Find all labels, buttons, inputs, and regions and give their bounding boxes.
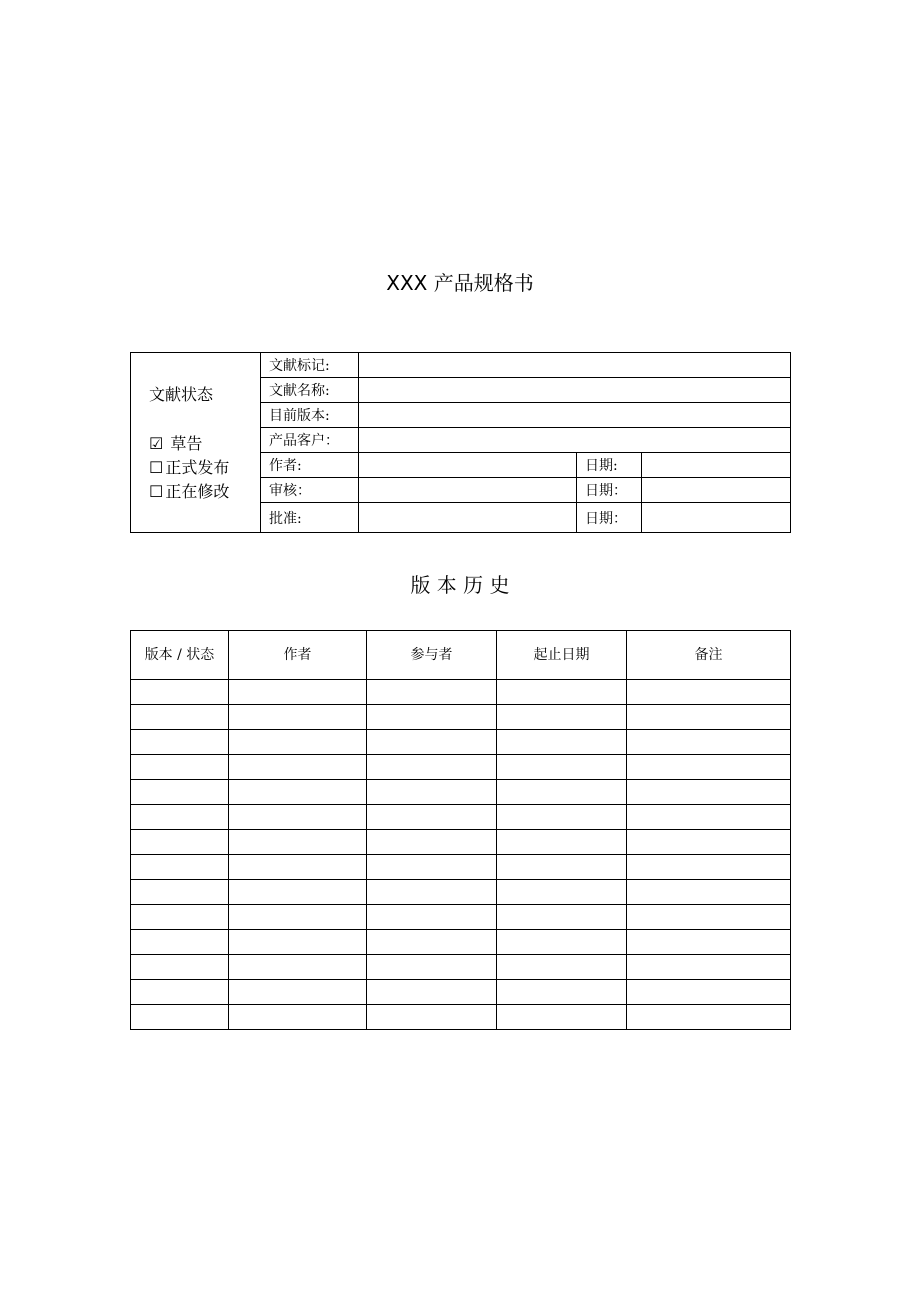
table-cell[interactable] bbox=[627, 855, 791, 880]
table-cell[interactable] bbox=[131, 755, 229, 780]
approver-date-label: 日期： bbox=[577, 503, 642, 533]
table-cell[interactable] bbox=[497, 780, 627, 805]
status-option-list bbox=[149, 432, 260, 504]
table-row bbox=[131, 680, 791, 705]
table-row bbox=[131, 980, 791, 1005]
table-cell[interactable] bbox=[627, 705, 791, 730]
reviewer-label: 审核： bbox=[261, 478, 359, 503]
table-cell[interactable] bbox=[229, 680, 367, 705]
table-cell[interactable] bbox=[367, 930, 497, 955]
table-cell[interactable] bbox=[131, 955, 229, 980]
table-row bbox=[131, 905, 791, 930]
product-customer-label: 产品客户： bbox=[261, 428, 359, 453]
table-cell[interactable] bbox=[131, 880, 229, 905]
table-row bbox=[131, 705, 791, 730]
table-cell[interactable] bbox=[131, 830, 229, 855]
table-cell[interactable] bbox=[131, 905, 229, 930]
column-header-date-range: 起止日期 bbox=[497, 631, 627, 680]
table-cell[interactable] bbox=[131, 730, 229, 755]
table-cell[interactable] bbox=[229, 980, 367, 1005]
table-cell[interactable] bbox=[367, 755, 497, 780]
table-cell[interactable] bbox=[131, 805, 229, 830]
table-cell[interactable] bbox=[497, 1005, 627, 1030]
table-cell[interactable] bbox=[497, 880, 627, 905]
status-option-label: 正式发布 bbox=[165, 458, 230, 477]
table-cell[interactable] bbox=[367, 705, 497, 730]
reviewer-field[interactable] bbox=[359, 478, 577, 503]
document-status-heading: 文献状态 bbox=[149, 385, 214, 404]
table-cell[interactable] bbox=[131, 930, 229, 955]
table-row bbox=[131, 1005, 791, 1030]
table-cell[interactable] bbox=[627, 780, 791, 805]
product-customer-field[interactable] bbox=[359, 428, 791, 453]
table-cell[interactable] bbox=[229, 1005, 367, 1030]
unchecked-box-icon: ☐ bbox=[149, 482, 164, 501]
table-cell[interactable] bbox=[497, 930, 627, 955]
table-cell[interactable] bbox=[131, 705, 229, 730]
current-version-label: 目前版本: bbox=[261, 403, 359, 428]
approver-field[interactable] bbox=[359, 503, 577, 533]
table-cell[interactable] bbox=[497, 755, 627, 780]
table-cell[interactable] bbox=[367, 680, 497, 705]
table-cell[interactable] bbox=[131, 855, 229, 880]
reviewer-date-field[interactable] bbox=[642, 478, 791, 503]
table-cell[interactable] bbox=[229, 705, 367, 730]
table-cell[interactable] bbox=[627, 1005, 791, 1030]
table-cell[interactable] bbox=[367, 855, 497, 880]
current-version-field[interactable] bbox=[359, 403, 791, 428]
reviewer-date-label: 日期： bbox=[577, 478, 642, 503]
table-cell[interactable] bbox=[229, 780, 367, 805]
doc-name-label: 文献名称: bbox=[261, 378, 359, 403]
table-cell[interactable] bbox=[627, 680, 791, 705]
author-date-label: 日期: bbox=[577, 453, 642, 478]
table-cell[interactable] bbox=[229, 880, 367, 905]
table-row bbox=[131, 755, 791, 780]
document-title: XXX 产品规格书 bbox=[386, 271, 534, 295]
table-cell[interactable] bbox=[131, 680, 229, 705]
table-cell[interactable] bbox=[497, 905, 627, 930]
table-cell[interactable] bbox=[497, 805, 627, 830]
table-cell[interactable] bbox=[229, 955, 367, 980]
doc-name-field[interactable] bbox=[359, 378, 791, 403]
table-row bbox=[131, 930, 791, 955]
table-cell[interactable] bbox=[497, 730, 627, 755]
table-cell[interactable] bbox=[367, 805, 497, 830]
table-cell[interactable] bbox=[627, 805, 791, 830]
table-cell[interactable] bbox=[367, 955, 497, 980]
status-option-draft[interactable] bbox=[149, 432, 260, 456]
column-header-participants: 参与者 bbox=[367, 631, 497, 680]
table-cell[interactable] bbox=[229, 855, 367, 880]
doc-mark-label: 文献标记: bbox=[261, 353, 359, 378]
table-cell[interactable] bbox=[367, 880, 497, 905]
table-cell[interactable] bbox=[229, 905, 367, 930]
table-cell[interactable] bbox=[367, 980, 497, 1005]
table-row bbox=[131, 730, 791, 755]
status-option-released[interactable] bbox=[149, 456, 260, 480]
table-cell[interactable] bbox=[627, 755, 791, 780]
checked-box-icon: ☑ bbox=[149, 434, 164, 453]
column-header-author: 作者 bbox=[229, 631, 367, 680]
table-cell[interactable] bbox=[367, 730, 497, 755]
table-cell[interactable] bbox=[367, 905, 497, 930]
history-header-row bbox=[131, 631, 791, 680]
table-cell[interactable] bbox=[627, 955, 791, 980]
table-cell[interactable] bbox=[497, 680, 627, 705]
document-info-table bbox=[130, 352, 791, 533]
table-cell[interactable] bbox=[229, 830, 367, 855]
doc-mark-field[interactable] bbox=[359, 353, 791, 378]
table-cell[interactable] bbox=[627, 880, 791, 905]
table-row bbox=[131, 830, 791, 855]
table-row bbox=[131, 880, 791, 905]
unchecked-box-icon: ☐ bbox=[149, 458, 164, 477]
table-cell[interactable] bbox=[627, 930, 791, 955]
approver-label: 批准: bbox=[261, 503, 359, 533]
author-field[interactable] bbox=[359, 453, 577, 478]
table-cell[interactable] bbox=[497, 705, 627, 730]
table-cell[interactable] bbox=[497, 855, 627, 880]
table-row bbox=[131, 780, 791, 805]
table-row bbox=[131, 805, 791, 830]
table-row bbox=[131, 955, 791, 980]
column-header-remarks: 备注 bbox=[627, 631, 791, 680]
table-row bbox=[131, 855, 791, 880]
version-history-table bbox=[130, 630, 791, 1030]
table-cell[interactable] bbox=[229, 755, 367, 780]
table-cell[interactable] bbox=[131, 980, 229, 1005]
table-cell[interactable] bbox=[367, 780, 497, 805]
table-cell[interactable] bbox=[497, 980, 627, 1005]
approver-date-field[interactable] bbox=[642, 503, 791, 533]
status-option-label: 正在修改 bbox=[165, 482, 230, 501]
table-cell[interactable] bbox=[497, 830, 627, 855]
column-header-version: 版本 / 状态 bbox=[131, 631, 229, 680]
status-option-label: 草告 bbox=[165, 434, 203, 453]
version-history-title: 版 本 历 史 bbox=[410, 573, 510, 597]
table-cell[interactable] bbox=[367, 830, 497, 855]
table-cell[interactable] bbox=[131, 780, 229, 805]
table-cell[interactable] bbox=[367, 1005, 497, 1030]
author-label: 作者: bbox=[261, 453, 359, 478]
table-cell[interactable] bbox=[627, 905, 791, 930]
table-cell[interactable] bbox=[627, 830, 791, 855]
status-option-revising[interactable] bbox=[149, 480, 260, 504]
table-cell[interactable] bbox=[131, 1005, 229, 1030]
table-cell[interactable] bbox=[627, 730, 791, 755]
table-cell[interactable] bbox=[229, 805, 367, 830]
table-cell[interactable] bbox=[497, 955, 627, 980]
table-cell[interactable] bbox=[229, 730, 367, 755]
author-date-field[interactable] bbox=[642, 453, 791, 478]
document-status-cell bbox=[131, 353, 261, 533]
table-cell[interactable] bbox=[229, 930, 367, 955]
table-cell[interactable] bbox=[627, 980, 791, 1005]
